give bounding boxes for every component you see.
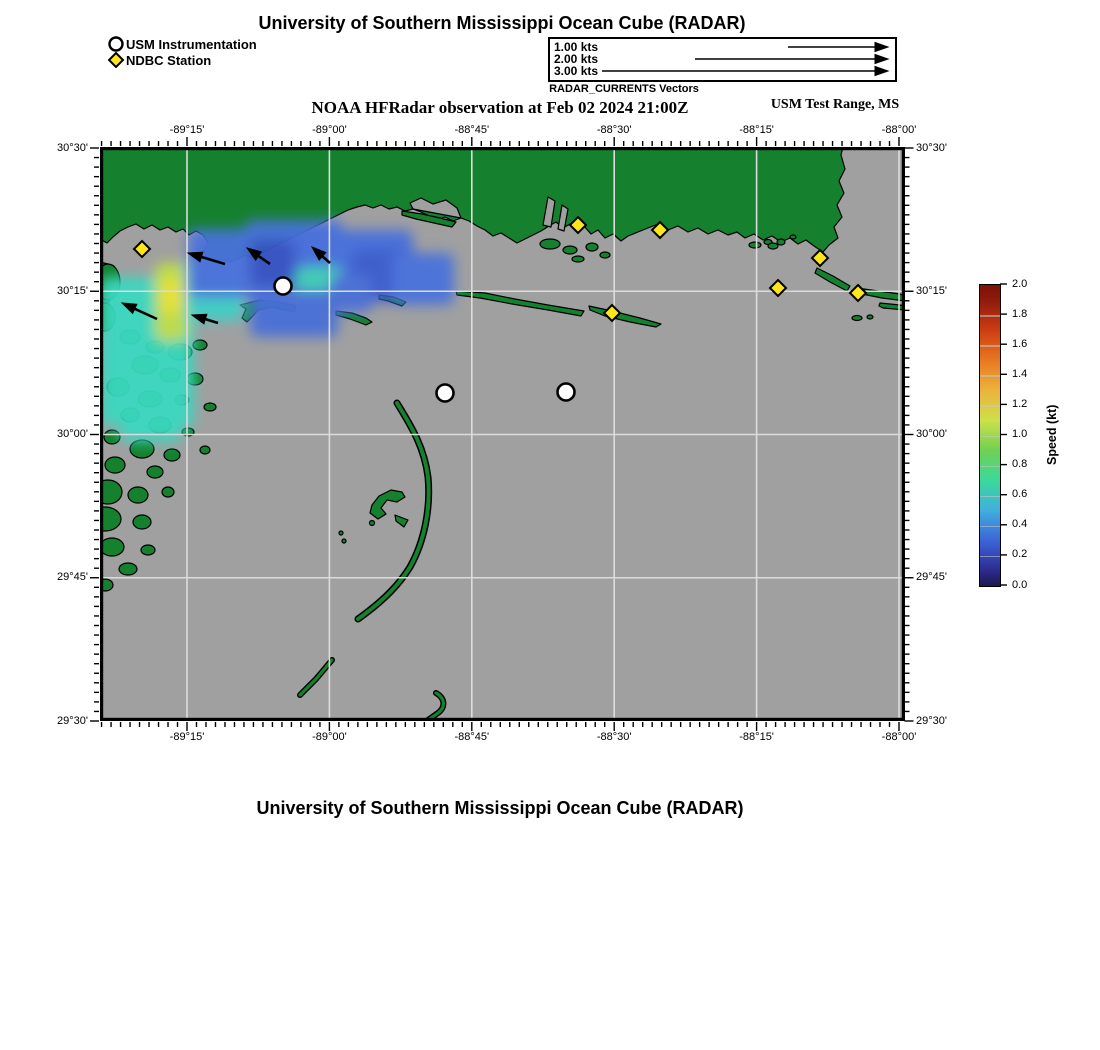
colorbar-tick-label: 1.6 xyxy=(1012,337,1028,350)
colorbar-tick-label: 1.2 xyxy=(1012,397,1028,410)
lat-tick-label-left: 30°30' xyxy=(57,141,88,154)
legend-label-ndbc: NDBC Station xyxy=(126,52,212,68)
lat-tick-label-right: 29°45' xyxy=(916,571,947,584)
usm-circle-icon xyxy=(108,36,126,52)
usm-instrumentation-marker xyxy=(275,278,292,295)
colorbar-tick-label: 0.6 xyxy=(1012,488,1028,501)
vector-key-arrow xyxy=(550,39,895,80)
lat-tick-label-left: 30°00' xyxy=(57,428,88,440)
lon-tick-label-top: -88°00' xyxy=(881,124,917,136)
legend-row-ndbc xyxy=(108,52,257,68)
lon-tick-label-bottom: -88°00' xyxy=(881,731,917,743)
lon-tick-label-top: -88°30' xyxy=(596,124,632,136)
colorbar-title: Speed (kt) xyxy=(1045,404,1059,465)
colorbar-tick-label: 1.8 xyxy=(1012,307,1028,320)
ndbc-diamond-icon xyxy=(108,52,126,68)
lon-tick-label-bottom: -88°30' xyxy=(596,731,632,743)
colorbar-tick-label: 0.0 xyxy=(1012,578,1028,591)
lon-tick-label-bottom: -88°15' xyxy=(739,731,774,743)
lon-tick-label-top: -89°00' xyxy=(312,124,347,136)
test-range-label: USM Test Range, MS xyxy=(770,97,900,112)
colorbar xyxy=(979,284,1001,587)
lat-tick-label-left: 30°15' xyxy=(57,284,88,297)
legend-row-usm xyxy=(108,36,257,52)
vector-key-box xyxy=(548,37,897,82)
usm-instrumentation-marker xyxy=(437,385,454,402)
colorbar-tick-label: 0.4 xyxy=(1012,518,1028,531)
lon-tick-label-bottom: -89°00' xyxy=(312,731,347,743)
legend-label-usm: USM Instrumentation xyxy=(126,36,257,52)
colorbar-tick-label: 0.2 xyxy=(1012,548,1028,561)
lon-tick-label-top: -89°15' xyxy=(169,124,205,136)
lon-tick-label-bottom: -89°15' xyxy=(169,731,205,743)
marker-legend xyxy=(108,36,257,68)
colorbar-tick-label: 2.0 xyxy=(1012,277,1028,290)
colorbar-tick-label: 1.4 xyxy=(1012,367,1028,380)
speed-patch xyxy=(330,275,372,312)
vector-key-label: 3.00 kts xyxy=(554,64,599,78)
speed-patch xyxy=(160,279,182,313)
usm-instrumentation-marker xyxy=(558,384,575,401)
speed-patch xyxy=(250,290,338,337)
colorbar-tick-label: 0.8 xyxy=(1012,458,1028,471)
vector-key-caption: RADAR_CURRENTS Vectors xyxy=(549,83,699,95)
page-title: University of Southern Mississippi Ocean Cube (RADAR) xyxy=(258,13,746,33)
lat-tick-label-right: 30°15' xyxy=(916,284,947,297)
lon-tick-label-top: -88°15' xyxy=(739,124,774,136)
map-plot xyxy=(100,147,905,721)
lat-tick-label-left: 29°45' xyxy=(57,571,88,584)
vector-key-label: 2.00 kts xyxy=(554,52,599,66)
lon-tick-label-top: -88°45' xyxy=(454,124,490,136)
colorbar-tick-label: 1.0 xyxy=(1012,428,1028,440)
lat-tick-label-right: 29°30' xyxy=(916,714,947,727)
footer-title: University of Southern Mississippi Ocean Cube (RADAR) xyxy=(256,798,744,818)
lat-tick-label-right: 30°30' xyxy=(916,141,947,154)
vector-key-label: 1.00 kts xyxy=(554,40,599,54)
speed-patch xyxy=(392,253,454,305)
lat-tick-label-right: 30°00' xyxy=(916,428,947,440)
observation-subtitle: NOAA HFRadar observation at Feb 02 2024 21:00Z xyxy=(311,98,689,117)
lat-tick-label-left: 29°30' xyxy=(57,714,88,727)
lon-tick-label-bottom: -88°45' xyxy=(454,731,490,743)
